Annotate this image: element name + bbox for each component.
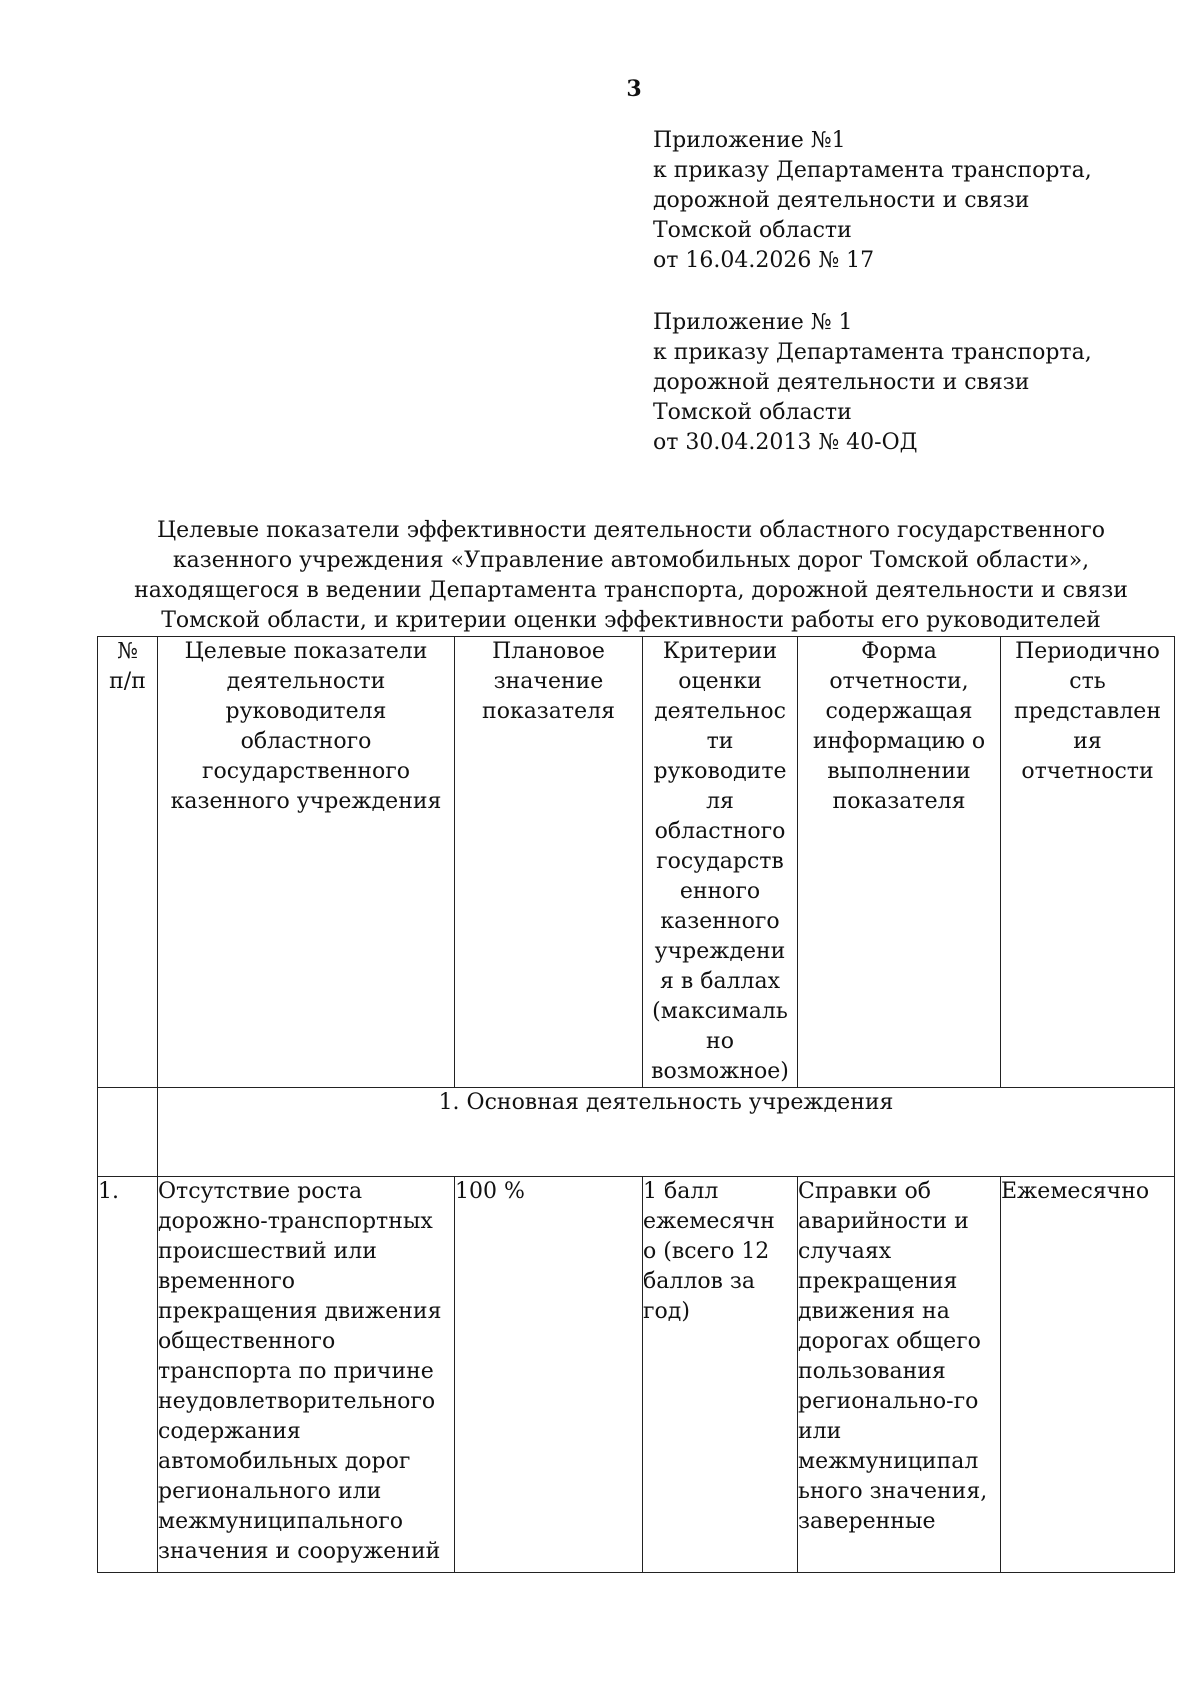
annex-line: к приказу Департамента транспорта, [653,158,1092,183]
title-line: казенного учреждения «Управление автомобильных дорог Томской области», [172,548,1090,573]
annex-line: от 30.04.2013 № 40-ОД [653,430,918,455]
header-planned-value: Плановое значение показателя [455,637,643,1088]
title-line: Целевые показатели эффективности деятельности областного государственного [156,518,1106,543]
annex-line: дорожной деятельности и связи [653,188,1030,213]
annex-line: от 16.04.2026 № 17 [653,248,875,273]
header-criteria: Критерии оценки деятельнос ти руководите ля областного государств енного казенного учреждени я в баллах (максималь но возможное) [643,637,798,1088]
annex-line: Томской области [653,218,852,243]
section-row [98,1088,1175,1177]
document-title [96,516,1166,636]
title-line: находящегося в ведении Департамента транспорта, дорожной деятельности и связи [134,578,1128,603]
indicators-table [97,636,1175,1573]
annex-header-old [653,308,1173,458]
header-num: № п/п [98,637,158,1088]
section-num-cell [98,1088,158,1177]
annex-line: дорожной деятельности и связи [653,370,1030,395]
header-periodicity: Периодично сть представлен ия отчетности [1001,637,1175,1088]
annex-line: к приказу Департамента транспорта, [653,340,1092,365]
annex-line: Томской области [653,400,852,425]
annex-header-new [653,126,1173,276]
header-indicators: Целевые показатели деятельности руководителя областного государственного казенного учреждения [158,637,455,1088]
cell-report-form: Справки об аварийности и случаях прекращения движения на дорогах общего пользования регионально-го или межмуниципал ьного значения, заверенные [798,1177,1001,1573]
table-row [98,1177,1175,1573]
cell-num: 1. [98,1177,158,1573]
annex-line: Приложение № 1 [653,310,853,335]
cell-criteria: 1 балл ежемесячн о (всего 12 баллов за год) [643,1177,798,1573]
cell-planned-value: 100 % [455,1177,643,1573]
cell-indicator: Отсутствие роста дорожно-транспортных происшествий или временного прекращения движения общественного транспорта по причине неудовлетворительного содержания автомобильных дорог регионального или межмуниципального значения и сооружений [158,1177,455,1573]
page-number: 3 [626,76,642,102]
section-title: 1. Основная деятельность учреждения [158,1088,1175,1177]
table-header-row [98,637,1175,1088]
header-report-form: Форма отчетности, содержащая информацию о выполнении показателя [798,637,1001,1088]
title-line: Томской области, и критерии оценки эффективности работы его руководителей [161,608,1101,633]
annex-line: Приложение №1 [653,128,846,153]
cell-periodicity: Ежемесячно [1001,1177,1175,1573]
